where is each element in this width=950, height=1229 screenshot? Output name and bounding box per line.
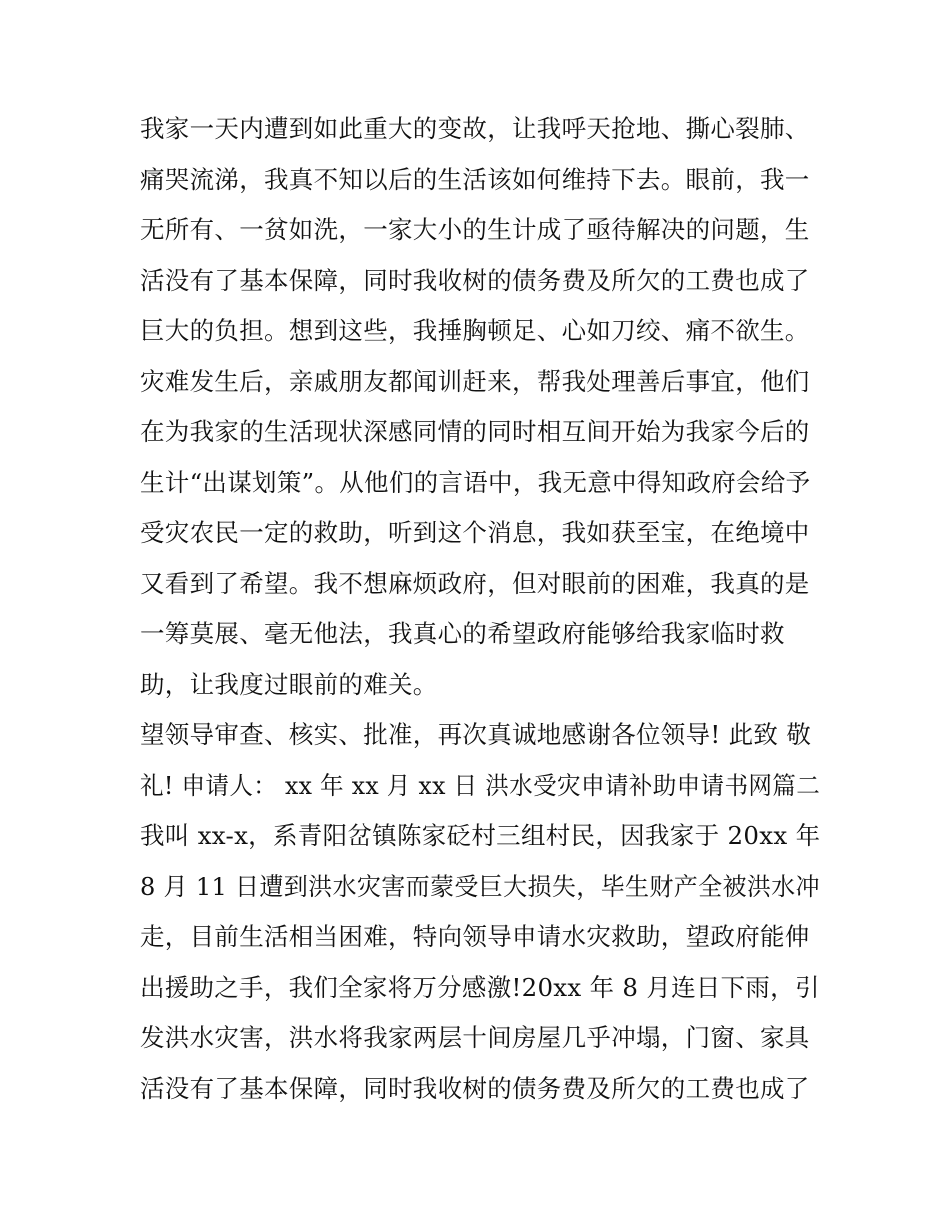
text-line-11: 一筹莫展、毫无他法，我真心的希望政府能够给我家临时救 — [140, 619, 785, 648]
text-line-2: 痛哭流涕，我真不知以后的生活该如何维持下去。眼前，我一 — [140, 164, 810, 194]
document-body — [140, 104, 820, 1114]
text-line-1: 我家一天内遭到如此重大的变故，让我呼天抢地、撕心裂肺、 — [140, 114, 810, 143]
text-line-5: 巨大的负担。想到这些，我捶胸顿足、心如刀绞、痛不欲生。 — [140, 316, 810, 345]
text-line-7: 在为我家的生活现状深感同情的同时相互间开始为我家今后的 — [140, 417, 810, 446]
text-line-4: 活没有了基本保障，同时我收树的债务费及所欠的工费也成了 — [140, 265, 810, 295]
text-line-14: 礼! 申请人： xx 年 xx 月 xx 日 洪水受灾申请补助申请书网篇二 — [140, 770, 821, 800]
text-line-18: 出援助之手，我们全家将万分感激!20xx 年 8 月连日下雨，引 — [140, 972, 820, 1002]
text-line-16: 8 月 11 日遭到洪水灾害而蒙受巨大损失，毕生财产全被洪水冲 — [140, 871, 820, 901]
text-line-17: 走，目前生活相当困难，特向领导申请水灾救助，望政府能伸 — [140, 922, 810, 951]
text-line-10: 又看到了希望。我不想麻烦政府，但对眼前的困难，我真的是 — [140, 568, 810, 598]
text-line-13: 望领导审查、核实、批准，再次真诚地感谢各位领导! 此致 敬 — [140, 720, 812, 749]
text-line-20: 活没有了基本保障，同时我收树的债务费及所欠的工费也成了 — [140, 1073, 810, 1103]
text-line-15: 我叫 xx-x，系青阳岔镇陈家砭村三组村民，因我家于 20xx 年 — [140, 821, 821, 850]
text-line-9: 受灾农民一定的救助，听到这个消息，我如获至宝，在绝境中 — [140, 518, 810, 547]
text-line-12: 助，让我度过眼前的难关。 — [140, 669, 438, 699]
text-line-8: 生计“出谋划策”。从他们的言语中，我无意中得知政府会给予 — [140, 467, 811, 497]
text-line-3: 无所有、一贫如洗，一家大小的生计成了亟待解决的问题，生 — [140, 215, 810, 244]
text-line-19: 发洪水灾害，洪水将我家两层十间房屋几乎冲塌，门窗、家具 — [140, 1023, 810, 1052]
text-line-6: 灾难发生后，亲戚朋友都闻训赶来，帮我处理善后事宜，他们 — [140, 366, 810, 396]
